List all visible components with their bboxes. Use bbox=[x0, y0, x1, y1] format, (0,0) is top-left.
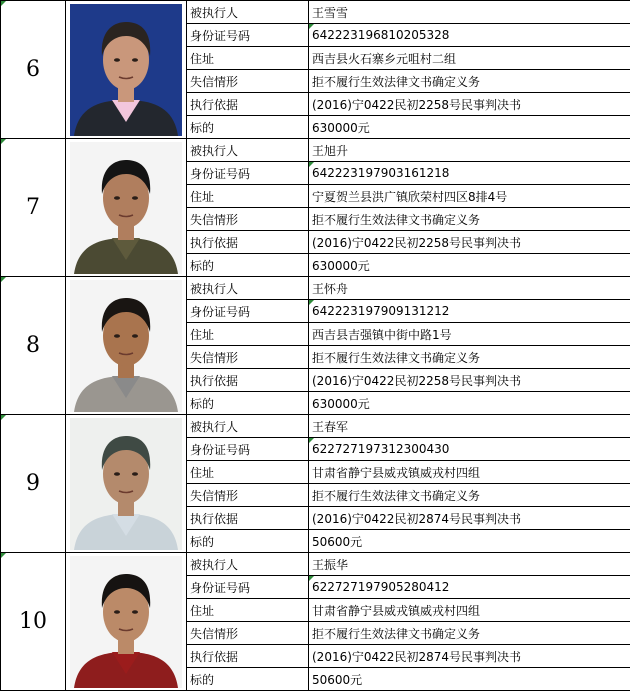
field-text-name: 王雪雪 bbox=[312, 5, 349, 20]
field-text-address: 西吉县火石寨乡元咀村二组 bbox=[312, 51, 457, 66]
field-text-id: 622727197905280412 bbox=[312, 580, 450, 594]
cell-note-marker bbox=[1, 1, 6, 6]
person-photo-cell bbox=[66, 1, 187, 139]
field-value-address bbox=[309, 47, 630, 70]
record-number: 7 bbox=[26, 195, 40, 220]
field-text-name: 王振华 bbox=[312, 557, 349, 572]
field-label-name: 被执行人 bbox=[187, 1, 309, 24]
field-value-basis bbox=[309, 231, 630, 254]
photo-left-eye bbox=[114, 610, 120, 614]
field-text-address: 宁夏贺兰县洪广镇欣荣村四区8排4号 bbox=[312, 189, 508, 204]
record-row-name bbox=[1, 415, 630, 438]
field-text-situation: 拒不履行生效法律文书确定义务 bbox=[312, 212, 481, 227]
field-text-situation: 拒不履行生效法律文书确定义务 bbox=[312, 350, 481, 365]
field-label-id: 身份证号码 bbox=[187, 24, 309, 47]
person-photo bbox=[70, 142, 182, 274]
field-text-amount: 630000元 bbox=[312, 258, 370, 273]
field-text-situation: 拒不履行生效法律文书确定义务 bbox=[312, 626, 481, 641]
field-value-situation bbox=[309, 346, 630, 369]
field-label-name: 被执行人 bbox=[187, 139, 309, 162]
field-text-basis: (2016)宁0422民初2258号民事判决书 bbox=[312, 373, 521, 388]
field-label-name: 被执行人 bbox=[187, 553, 309, 576]
field-text-id: 642223197903161218 bbox=[312, 166, 450, 180]
photo-left-eye bbox=[114, 334, 120, 338]
field-label-situation: 失信情形 bbox=[187, 208, 309, 231]
photo-right-eye bbox=[132, 58, 138, 62]
field-value-id bbox=[309, 300, 630, 323]
field-label-basis: 执行依据 bbox=[187, 231, 309, 254]
field-value-address bbox=[309, 323, 630, 346]
person-photo bbox=[70, 418, 182, 550]
field-value-amount bbox=[309, 392, 630, 415]
field-value-amount bbox=[309, 530, 630, 553]
person-photo bbox=[70, 4, 182, 136]
person-photo-cell bbox=[66, 277, 187, 415]
cell-note-marker bbox=[1, 139, 6, 144]
record-number-cell bbox=[1, 415, 66, 553]
field-label-address: 住址 bbox=[187, 599, 309, 622]
field-label-situation: 失信情形 bbox=[187, 70, 309, 93]
field-value-id bbox=[309, 438, 630, 461]
field-value-situation bbox=[309, 484, 630, 507]
cell-note-marker bbox=[309, 438, 314, 443]
field-label-name: 被执行人 bbox=[187, 277, 309, 300]
field-value-address bbox=[309, 599, 630, 622]
field-text-amount: 50600元 bbox=[312, 672, 363, 687]
field-text-id: 642223197909131212 bbox=[312, 304, 450, 318]
field-label-address: 住址 bbox=[187, 185, 309, 208]
photo-right-eye bbox=[132, 610, 138, 614]
record-row-name bbox=[1, 1, 630, 24]
record-row-name bbox=[1, 553, 630, 576]
field-label-address: 住址 bbox=[187, 461, 309, 484]
field-value-basis bbox=[309, 645, 630, 668]
field-label-address: 住址 bbox=[187, 323, 309, 346]
record-number: 8 bbox=[26, 333, 40, 358]
person-photo-cell bbox=[66, 553, 187, 691]
field-text-basis: (2016)宁0422民初2258号民事判决书 bbox=[312, 97, 521, 112]
field-value-amount bbox=[309, 254, 630, 277]
field-label-id: 身份证号码 bbox=[187, 576, 309, 599]
field-value-situation bbox=[309, 208, 630, 231]
photo-left-eye bbox=[114, 196, 120, 200]
field-label-amount: 标的 bbox=[187, 116, 309, 139]
field-value-amount bbox=[309, 668, 630, 691]
field-value-id bbox=[309, 576, 630, 599]
record-number-cell bbox=[1, 139, 66, 277]
record-row-name bbox=[1, 139, 630, 162]
cell-note-marker bbox=[1, 277, 6, 282]
field-text-situation: 拒不履行生效法律文书确定义务 bbox=[312, 74, 481, 89]
field-value-amount bbox=[309, 116, 630, 139]
field-value-basis bbox=[309, 507, 630, 530]
field-text-address: 甘肃省静宁县威戎镇威戎村四组 bbox=[312, 603, 481, 618]
field-value-basis bbox=[309, 369, 630, 392]
field-label-amount: 标的 bbox=[187, 668, 309, 691]
field-label-amount: 标的 bbox=[187, 392, 309, 415]
person-photo-cell bbox=[66, 415, 187, 553]
field-label-name: 被执行人 bbox=[187, 415, 309, 438]
field-value-name bbox=[309, 553, 630, 576]
field-label-situation: 失信情形 bbox=[187, 346, 309, 369]
record-number-cell bbox=[1, 277, 66, 415]
record-number: 6 bbox=[26, 57, 40, 82]
record-number: 10 bbox=[19, 609, 47, 634]
field-text-basis: (2016)宁0422民初2874号民事判决书 bbox=[312, 649, 521, 664]
person-photo bbox=[70, 556, 182, 688]
field-label-basis: 执行依据 bbox=[187, 93, 309, 116]
field-text-situation: 拒不履行生效法律文书确定义务 bbox=[312, 488, 481, 503]
field-value-name bbox=[309, 139, 630, 162]
photo-right-eye bbox=[132, 472, 138, 476]
field-text-address: 西吉县吉强镇中街中路1号 bbox=[312, 327, 452, 342]
photo-right-eye bbox=[132, 196, 138, 200]
cell-note-marker bbox=[1, 415, 6, 420]
field-text-basis: (2016)宁0422民初2258号民事判决书 bbox=[312, 235, 521, 250]
photo-left-eye bbox=[114, 472, 120, 476]
field-label-basis: 执行依据 bbox=[187, 369, 309, 392]
field-label-basis: 执行依据 bbox=[187, 645, 309, 668]
field-label-id: 身份证号码 bbox=[187, 300, 309, 323]
field-text-basis: (2016)宁0422民初2874号民事判决书 bbox=[312, 511, 521, 526]
field-value-situation bbox=[309, 70, 630, 93]
field-value-address bbox=[309, 185, 630, 208]
field-text-amount: 630000元 bbox=[312, 120, 370, 135]
record-number-cell bbox=[1, 553, 66, 691]
field-text-id: 642223196810205328 bbox=[312, 28, 450, 42]
person-photo bbox=[70, 280, 182, 412]
field-text-amount: 630000元 bbox=[312, 396, 370, 411]
field-text-name: 王旭升 bbox=[312, 143, 349, 158]
record-row-name bbox=[1, 277, 630, 300]
field-value-name bbox=[309, 1, 630, 24]
field-text-amount: 50600元 bbox=[312, 534, 363, 549]
cell-note-marker bbox=[1, 553, 6, 558]
cell-note-marker bbox=[309, 300, 314, 305]
cell-note-marker bbox=[309, 162, 314, 167]
field-value-id bbox=[309, 162, 630, 185]
record-number-cell bbox=[1, 1, 66, 139]
photo-left-eye bbox=[114, 58, 120, 62]
person-photo-cell bbox=[66, 139, 187, 277]
field-label-amount: 标的 bbox=[187, 254, 309, 277]
record-number: 9 bbox=[26, 471, 40, 496]
field-value-name bbox=[309, 277, 630, 300]
field-text-name: 王春军 bbox=[312, 419, 349, 434]
field-value-address bbox=[309, 461, 630, 484]
field-text-address: 甘肃省静宁县威戎镇威戎村四组 bbox=[312, 465, 481, 480]
field-value-basis bbox=[309, 93, 630, 116]
field-label-id: 身份证号码 bbox=[187, 438, 309, 461]
field-label-address: 住址 bbox=[187, 47, 309, 70]
field-label-basis: 执行依据 bbox=[187, 507, 309, 530]
field-label-situation: 失信情形 bbox=[187, 484, 309, 507]
field-value-id bbox=[309, 24, 630, 47]
field-text-name: 王怀舟 bbox=[312, 281, 349, 296]
field-text-id: 622727197312300430 bbox=[312, 442, 450, 456]
field-label-situation: 失信情形 bbox=[187, 622, 309, 645]
cell-note-marker bbox=[309, 24, 314, 29]
field-value-situation bbox=[309, 622, 630, 645]
field-label-amount: 标的 bbox=[187, 530, 309, 553]
field-label-id: 身份证号码 bbox=[187, 162, 309, 185]
cell-note-marker bbox=[309, 576, 314, 581]
photo-right-eye bbox=[132, 334, 138, 338]
field-value-name bbox=[309, 415, 630, 438]
